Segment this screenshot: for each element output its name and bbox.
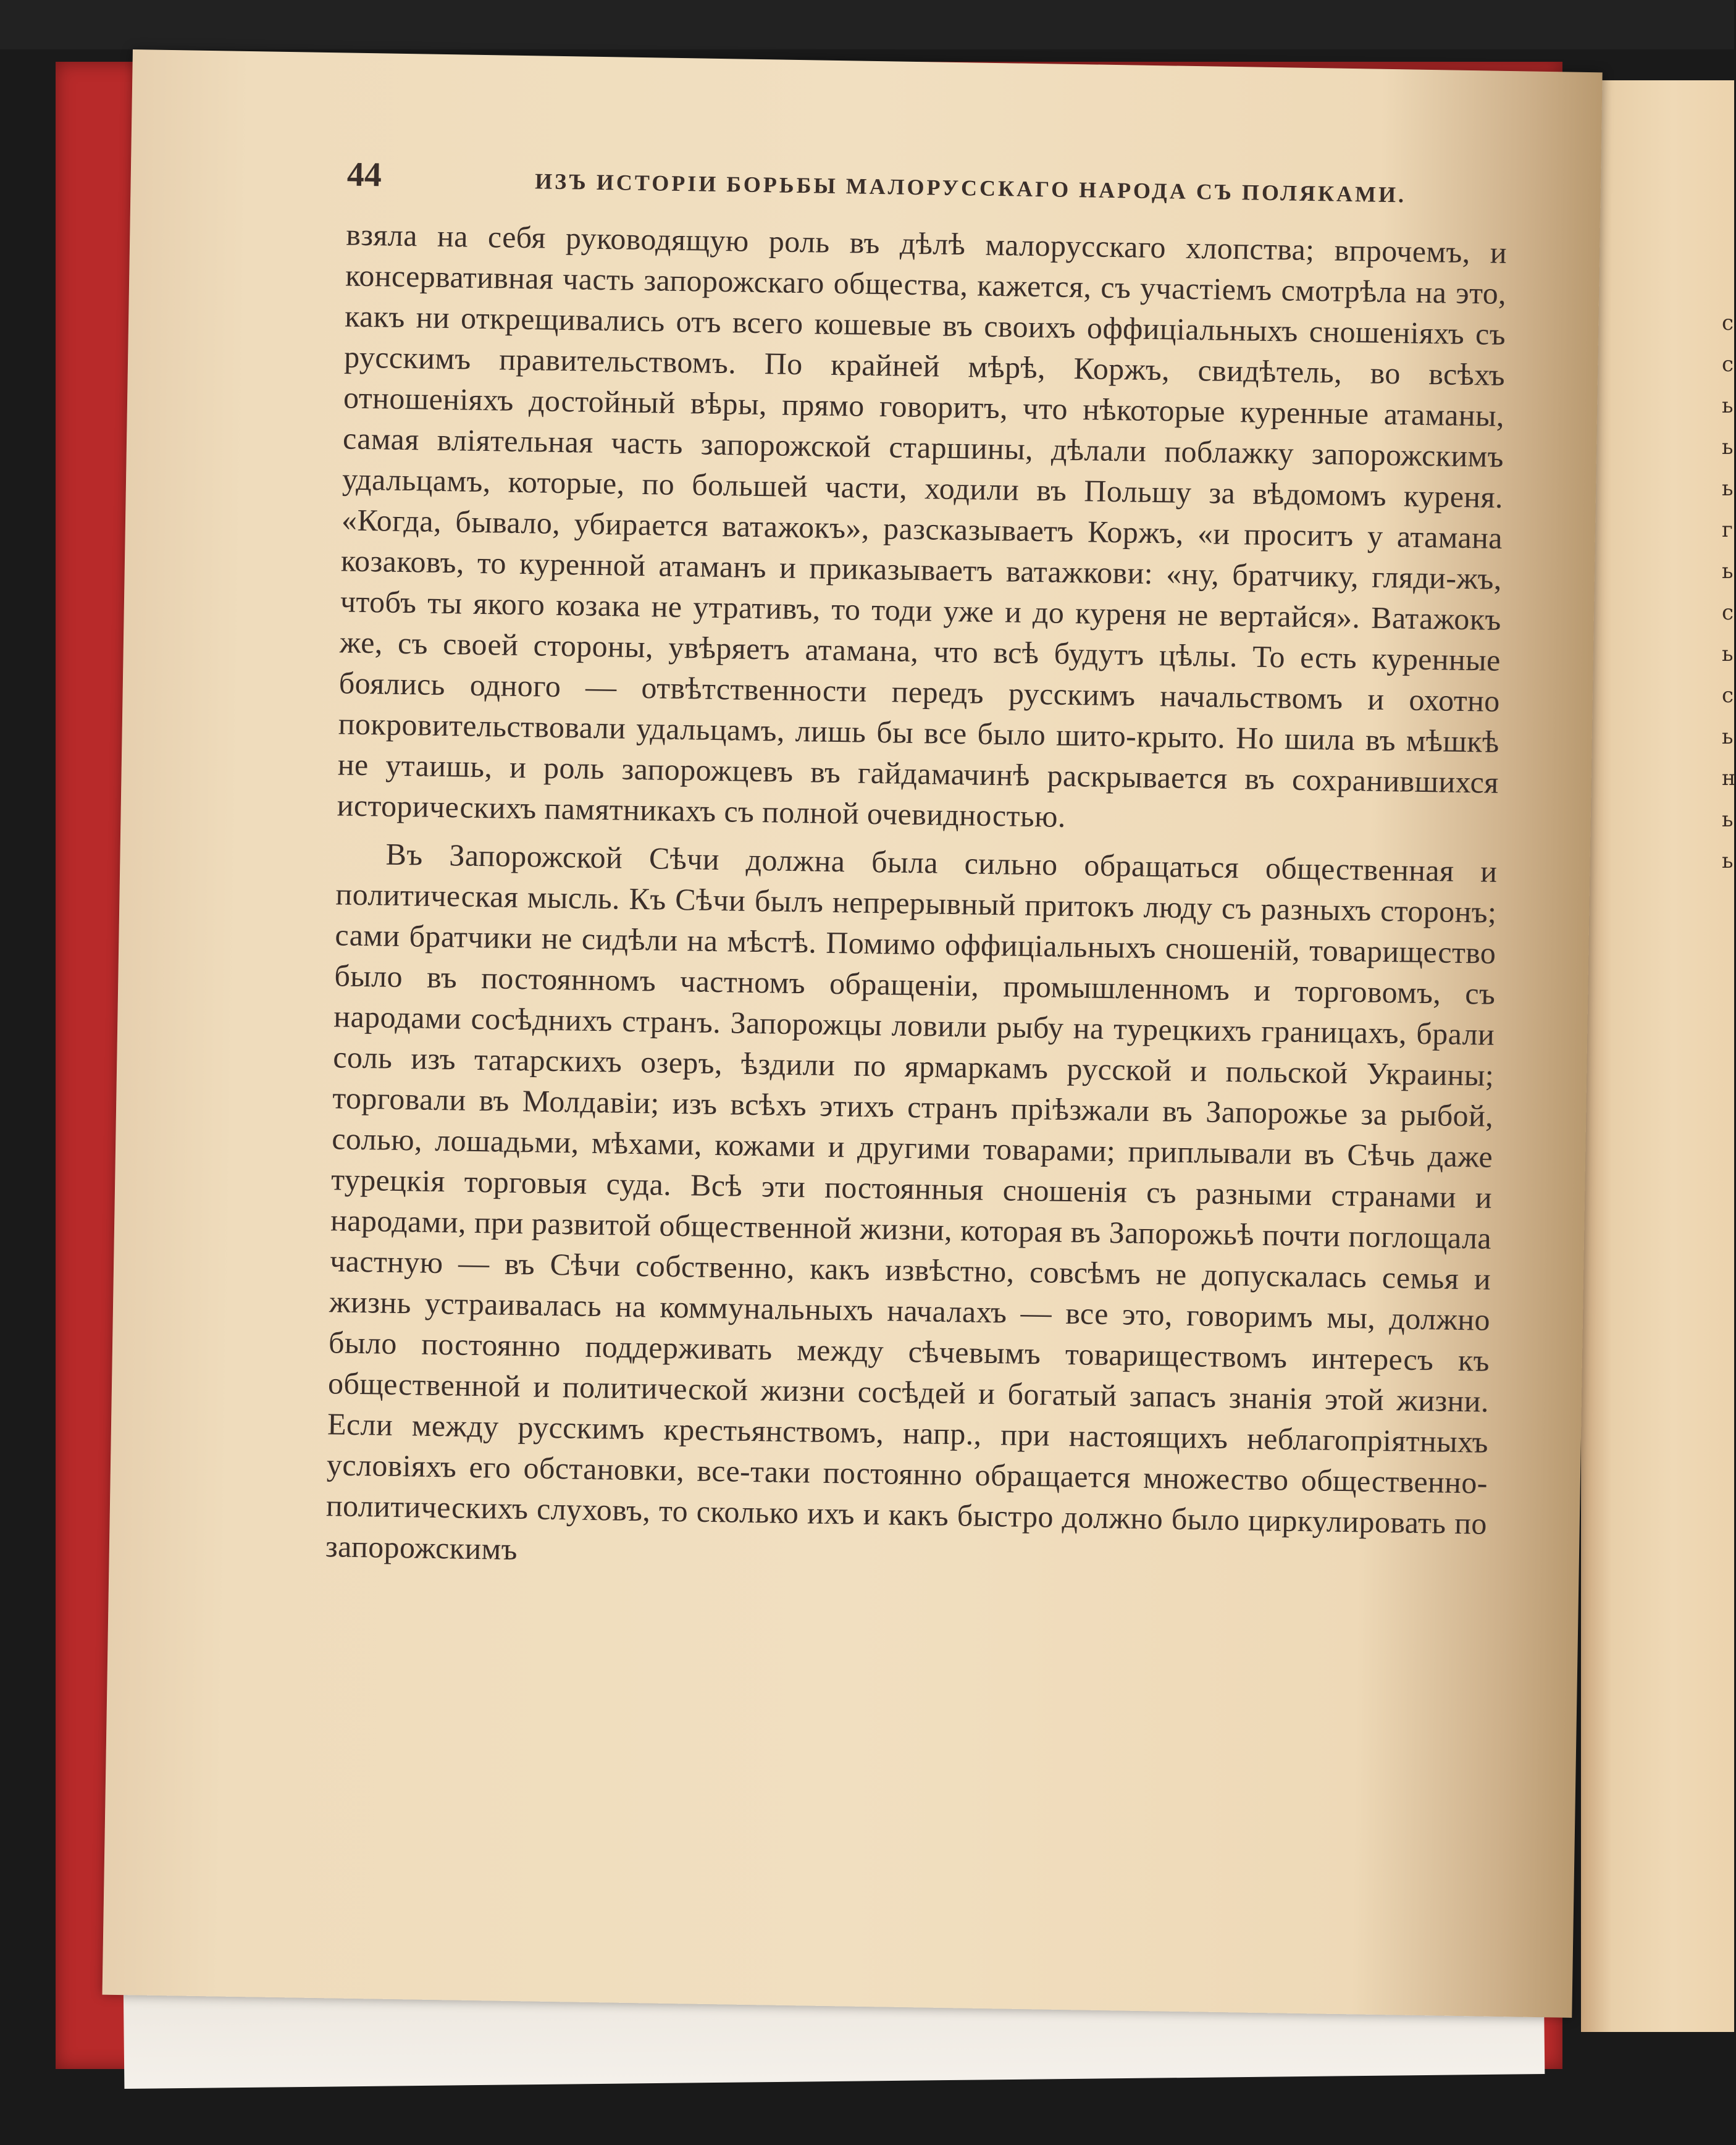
book-page (103, 49, 1603, 2018)
adjacent-page (1581, 80, 1734, 2032)
paragraph: Въ Запорожской Сѣчи должна была сильно обращаться общественная и политическая мысль. Къ Сѣчи былъ непрерывный притокъ люду съ разныхъ сторонъ; сами братчики не сидѣли на мѣстѣ. Помимо оффиціальныхъ сношеній, товарищество было въ постоянномъ частномъ обращеніи, промышленномъ и торговомъ, съ народами сосѣднихъ странъ. Запорожцы ловили рыбу на турецкихъ границахъ, брали соль изъ татарскихъ озеръ, ѣздили по ярмаркамъ русской и польской Украины; торговали въ Молдавіи; изъ всѣхъ этихъ странъ пріѣзжали въ Запорожье за рыбой, солью, лошадьми, мѣхами, кожами и другими товарами; приплывали въ Сѣчь даже турецкія торговыя суда. Всѣ эти постоянныя сношенія съ разными странами и народами, при развитой общественной жизни, которая въ Запорожьѣ почти поглощала частную — въ Сѣчи собственно, какъ извѣстно, совсѣмъ не допускалась семья и жизнь устраивалась на коммунальныхъ началахъ — все это, говоримъ мы, должно было постоянно поддерживать между сѣчевымъ товариществомъ интересъ къ общественной и политической жизни сосѣдей и богатый запасъ знанія этой жизни. Если между русскимъ крестьянствомъ, напр., при настоящихъ неблагопріятныхъ условіяхъ его обстановки, все-таки постоянно обращается множество общественно-политическихъ слуховъ, то сколько ихъ и какъ быстро должно было циркулировать по запорожскимъ (325, 836, 1498, 1567)
adjacent-page-text: с с ь ь ь г ь с ь с ь н ь ь (1722, 311, 1736, 873)
paragraph: взяла на себя руководящую роль въ дѣлѣ малорусскаго хлопства; впрочемъ, и консервативная часть запорожскаго общества, кажется, съ участіемъ смотрѣла на это, какъ ни открещивались отъ всего кошевые въ своихъ оффиціальныхъ сношеніяхъ съ русскимъ правительствомъ. По крайней мѣрѣ, Коржъ, свидѣтель, во всѣхъ отношеніяхъ достойный вѣры, прямо говоритъ, что нѣкоторые куренные атаманы, самая вліятельная часть запорожской старшины, дѣлали поблажку запорожскимъ удальцамъ, которые, по большей части, ходили въ Польшу за вѣдомомъ куреня. «Когда, бывало, убирается ватажокъ», разсказываетъ Коржъ, «и проситъ у атамана козаковъ, то куренной атаманъ и приказываетъ ватажкови: «ну, братчику, гляди-жъ, чтобъ ты якого козака не утративъ, то тоди уже и до куреня не вертайся». Ватажокъ же, съ своей стороны, увѣряетъ атамана, что всѣ будутъ цѣлы. То есть куренные боялись одного — отвѣтственности передъ русскимъ начальствомъ и охотно покровительствовали удальцамъ, лишь бы все было шито-крыто. Но шила въ мѣшкѣ не утаишь, и роль запорожцевъ въ гайдамачинѣ раскрывается въ сохранившихся историческихъ памятникахъ съ полной очевидностью. (337, 217, 1507, 834)
running-title: ИЗЪ ИСТОРІИ БОРЬБЫ МАЛОРУССКАГО НАРОДА СЪ ПОЛЯКАМИ. (534, 169, 1407, 208)
page-content (325, 154, 1508, 1584)
scan-background-top (0, 0, 1734, 49)
page-number: 44 (346, 155, 382, 195)
running-head (346, 154, 1508, 212)
